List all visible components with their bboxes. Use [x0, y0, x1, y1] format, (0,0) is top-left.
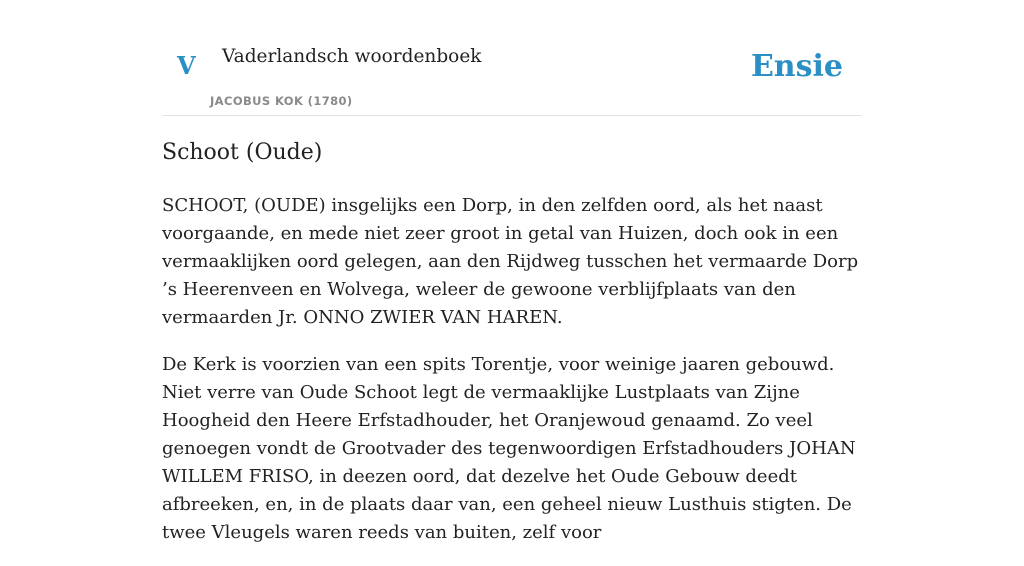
book-letter-badge[interactable]: V — [177, 51, 196, 80]
entry-paragraph: De Kerk is voorzien van een spits Torentje, voor weinige jaaren gebouwd. Niet verre van Oude Schoot legt de vermaaklijke Lustplaats van Zijne Hoogheid den Heere Erfstadhouder, het Oranjewoud genaamd. Zo veel genoegen vondt de Grootvader des tegenwoordigen Erfstadhouders JOHAN WILLEM FRISO, in deezen oord, dat dezelve het Oude Gebouw deedt afbreeken, en, in de plaats daar van, een geheel nieuw Lusthuis stigten. De twee Vleugels waren reeds van buiten, zelf voor — [162, 354, 856, 543]
entry-paragraph: SCHOOT, (OUDE) insgelijks een Dorp, in den zelfden oord, als het naast voorgaande, en mede niet zeer groot in getal van Huizen, doch ook in een vermaaklijken oord gelegen, aan den Rijdweg tusschen het vermaarde Dorp ’s Heerenveen en Wolvega, weleer de gewoone verblijfplaats van den vermaarden Jr. ONNO ZWIER VAN HAREN. — [162, 195, 859, 328]
entry-title: Schoot (Oude) — [162, 140, 323, 165]
book-author: JACOBUS KOK (1780) — [210, 94, 353, 108]
header — [162, 0, 862, 116]
ensie-logo[interactable]: Ensie — [750, 49, 843, 84]
entry-body — [162, 192, 862, 566]
book-title-link[interactable]: Vaderlandsch woordenboek — [222, 46, 482, 67]
